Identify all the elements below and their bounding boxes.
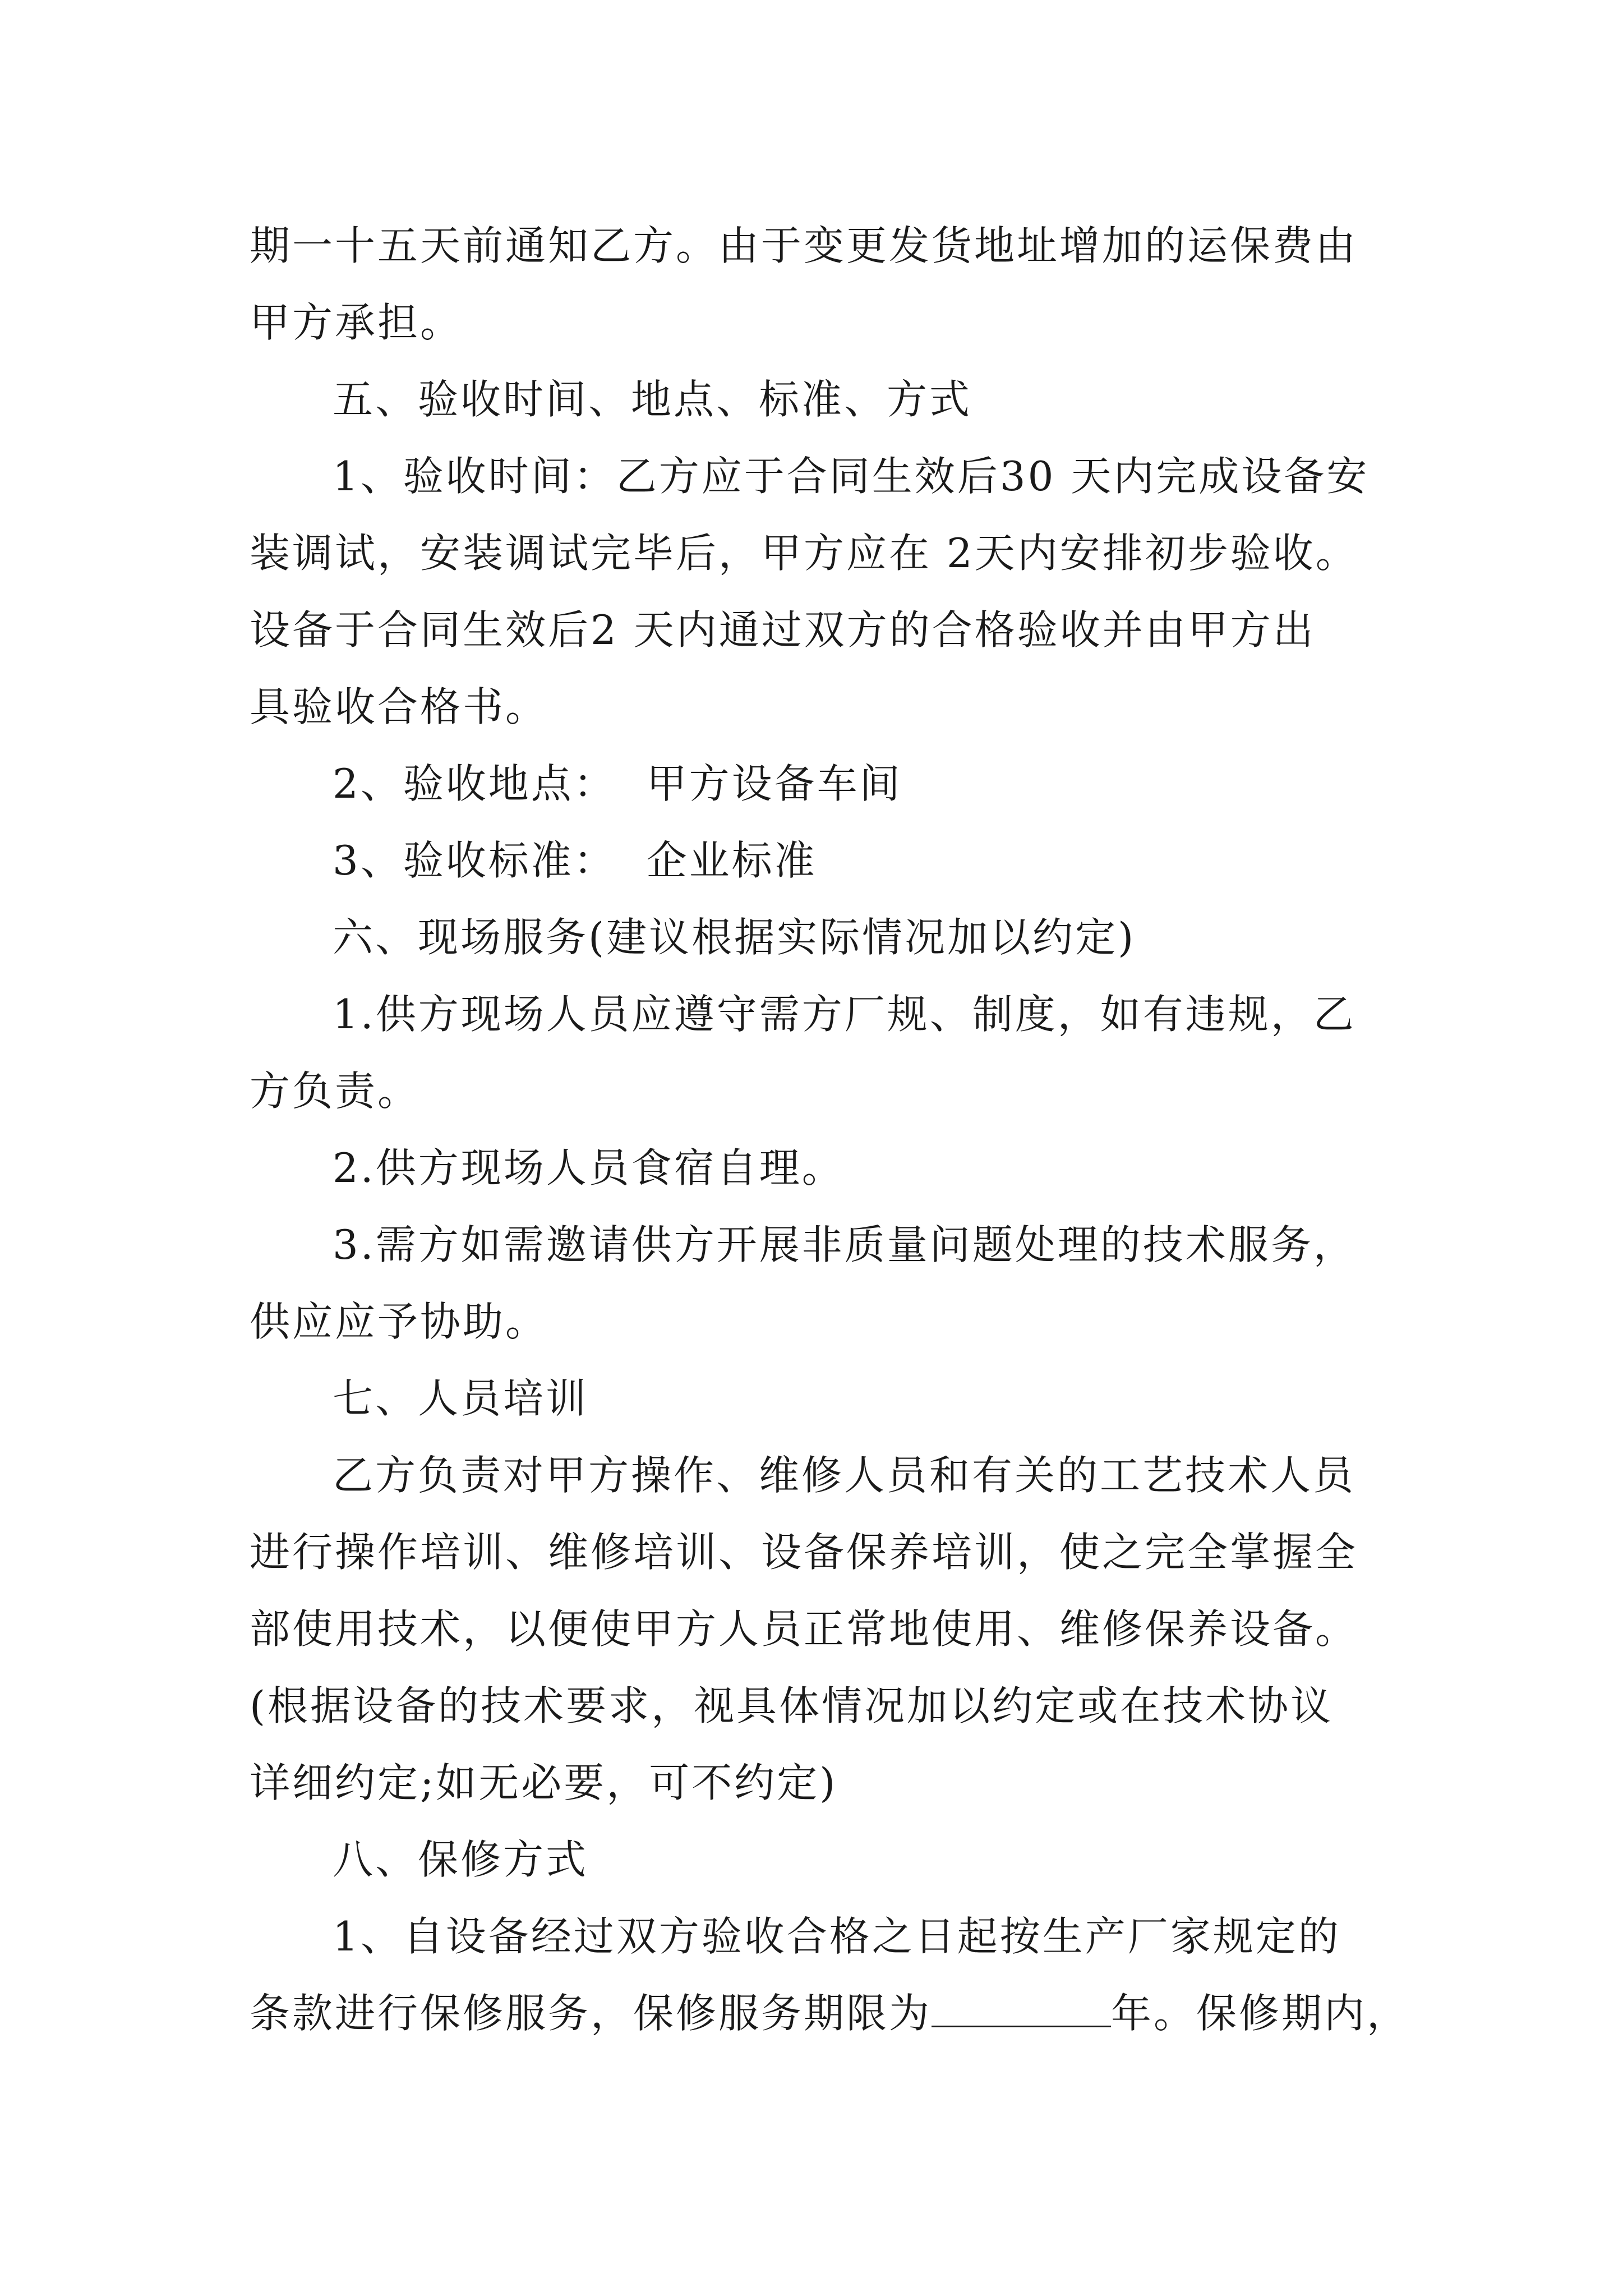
document-body bbox=[250, 208, 1410, 2052]
text-line: 设备于合同生效后2 天内通过双方的合格验收并由甲方出 bbox=[250, 606, 1316, 654]
text-line: 3.需方如需邀请供方开展非质量问题处理的技术服务， bbox=[333, 1221, 1356, 1268]
text-segment: 年。保修期内， bbox=[1111, 1990, 1410, 2037]
section-heading: 六、现场服务(建议根据实际情况加以约定) bbox=[333, 914, 1136, 961]
text-line: 期一十五天前通知乙方。由于变更发货地址增加的运保费由 bbox=[250, 222, 1358, 269]
text-line: 甲方承担。 bbox=[250, 299, 463, 346]
text-line: 详细约定;如无必要，可不约定) bbox=[250, 1759, 838, 1806]
text-line: 供应应予协助。 bbox=[250, 1298, 548, 1345]
text-line: 方负责。 bbox=[250, 1068, 421, 1115]
text-line: 1、自设备经过双方验收合格之日起按生产厂家规定的 bbox=[333, 1913, 1341, 1960]
text-line: 2.供方现场人员食宿自理。 bbox=[333, 1144, 845, 1191]
section-heading: 八、保修方式 bbox=[333, 1836, 589, 1883]
text-line: 具验收合格书。 bbox=[250, 683, 548, 730]
section-heading: 五、验收时间、地点、标准、方式 bbox=[333, 376, 972, 423]
text-line: 1.供方现场人员应遵守需方厂规、制度，如有违规，乙 bbox=[333, 991, 1356, 1038]
text-line: 乙方负责对甲方操作、维修人员和有关的工艺技术人员 bbox=[333, 1452, 1356, 1499]
text-line: 1、验收时间：乙方应于合同生效后30 天内完成设备安 bbox=[333, 453, 1370, 500]
fill-in-blank bbox=[932, 1986, 1111, 2027]
text-line: 进行操作培训、维修培训、设备保养培训，使之完全掌握全 bbox=[250, 1529, 1358, 1576]
text-line: 部使用技术，以便使甲方人员正常地使用、维修保养设备。 bbox=[250, 1605, 1358, 1653]
text-line-with-blank bbox=[250, 1975, 1410, 2052]
section-heading: 七、人员培训 bbox=[333, 1375, 589, 1422]
text-line: 装调试，安装调试完毕后，甲方应在 2天内安排初步验收。 bbox=[250, 530, 1358, 577]
text-line: 2、验收地点： 甲方设备车间 bbox=[333, 760, 902, 807]
text-segment: 条款进行保修服务，保修服务期限为 bbox=[250, 1990, 932, 2037]
text-line: 3、验收标准： 企业标准 bbox=[333, 837, 817, 884]
text-line: (根据设备的技术要求，视具体情况加以约定或在技术协议 bbox=[250, 1682, 1334, 1729]
